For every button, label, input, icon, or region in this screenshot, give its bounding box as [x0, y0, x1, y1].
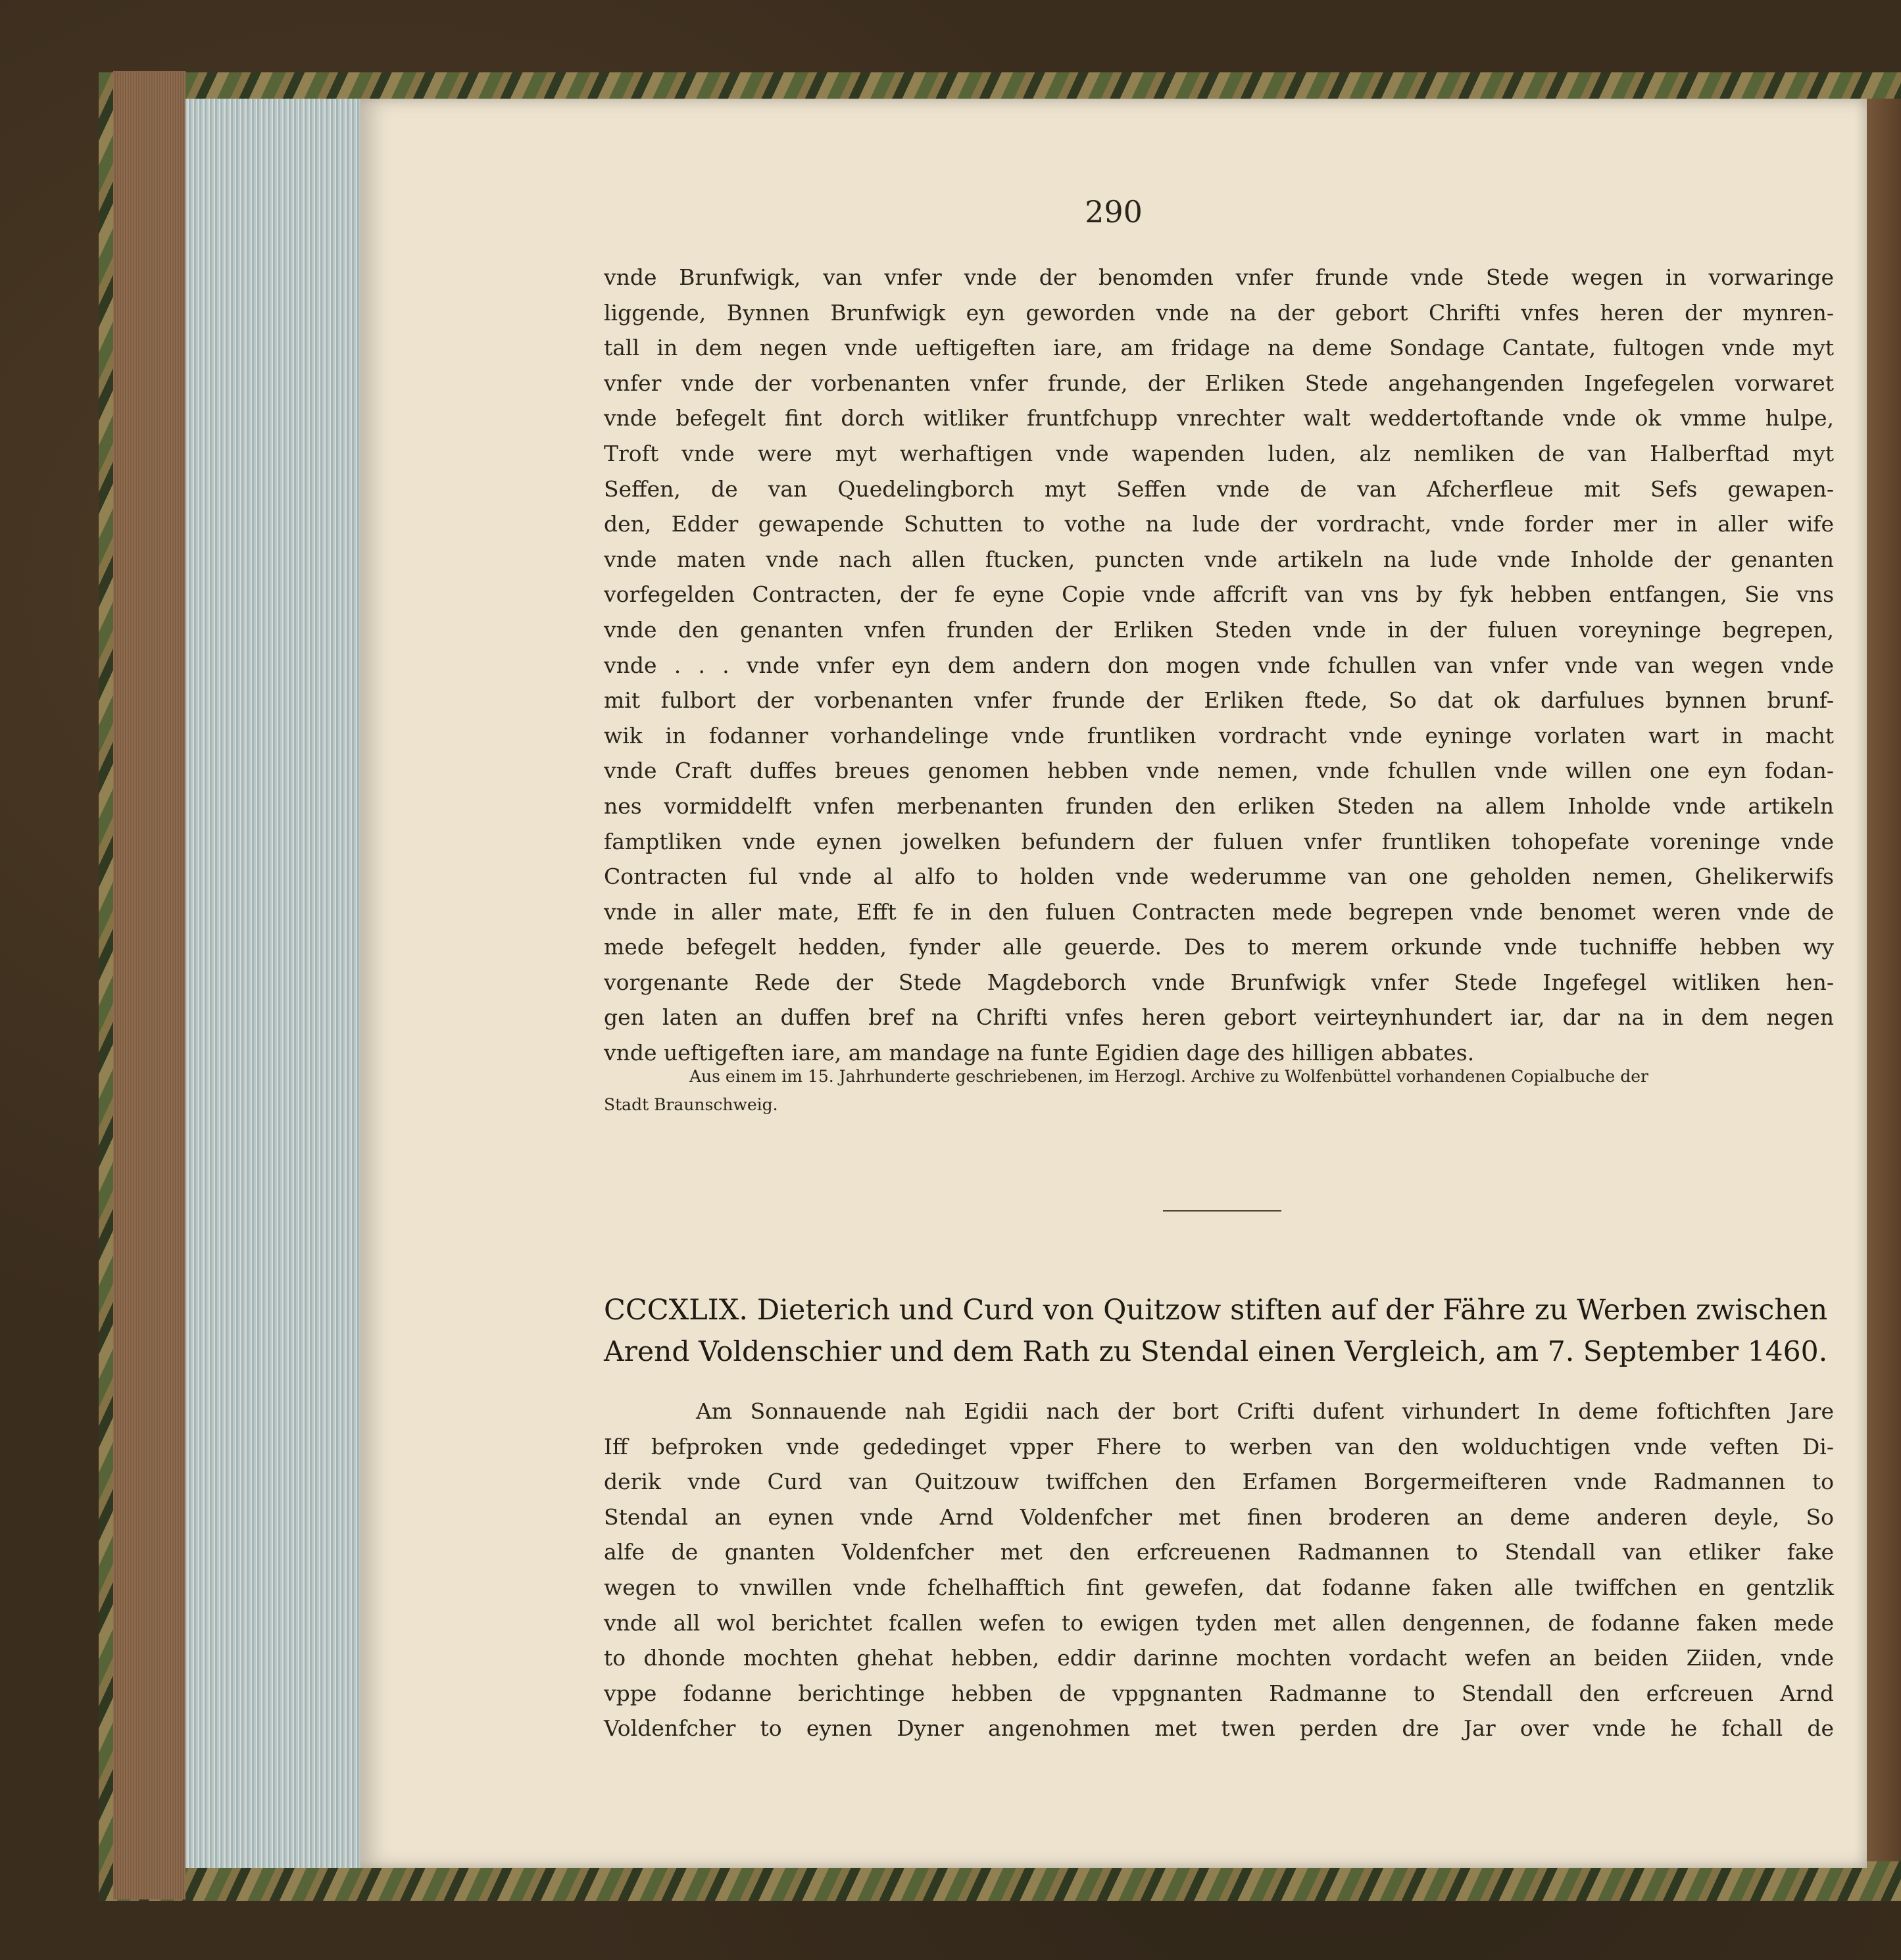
- text-line: gen laten an duffen bref na Chrifti vnfes heren gebort veirteynhundert iar, dar na in dem negen: [604, 1004, 1834, 1031]
- text-line: Am Sonnauende nah Egidii nach der bort Crifti dufent virhundert In deme foftichften Jare: [696, 1398, 1834, 1424]
- text-line: Voldenfcher to eynen Dyner angenohmen met twen perden dre Jar over vnde he fchall de: [604, 1715, 1834, 1742]
- source-line: Stadt Braunschweig.: [604, 1095, 778, 1114]
- text-line: vnde Brunfwigk, van vnfer vnde der benomden vnfer frunde vnde Stede wegen in vorwaringe: [604, 264, 1834, 290]
- text-line: vnde Craft duffes breues genomen hebben vnde nemen, vnde fchullen vnde willen one eyn fodan-: [604, 758, 1834, 784]
- text-line: wik in fodanner vorhandelinge vnde fruntliken vordracht vnde eyninge vorlaten wart in macht: [604, 722, 1834, 748]
- paragraph-2: [604, 1394, 1834, 1746]
- text-line: vnde in aller mate, Efft fe in den fuluen Contracten mede begrepen vnde benomet weren vnde de: [604, 898, 1834, 925]
- text-line: mit fulbort der vorbenanten vnfer frunde der Erliken ftede, So dat ok darfulues bynnen brunf-: [604, 687, 1834, 714]
- heading-line: CCCXLIX. Dieterich und Curd von Quitzow stiften auf der Fähre zu Werben zwischen: [604, 1294, 1828, 1327]
- right-cover: [1862, 99, 1901, 1861]
- text-line: vnde . . . vnde vnfer eyn dem andern don mogen vnde fchullen van vnfer vnde van wegen vnde: [604, 652, 1834, 678]
- text-line: vnfer vnde der vorbenanten vnfer frunde, der Erliken Stede angehangenden Ingefegelen vorwaret: [604, 370, 1834, 396]
- text-line: mede befegelt hedden, fynder alle geuerde. Des to merem orkunde vnde tuchniffe hebben wy: [604, 934, 1834, 960]
- text-line: vnde maten vnde nach allen ftucken, puncten vnde artikeln na lude vnde Inholde der genanten: [604, 546, 1834, 572]
- text-line: vnde befegelt fint dorch witliker fruntfchupp vnrechter walt weddertoftande vnde ok vmme hulpe,: [604, 405, 1834, 431]
- text-line: vnde den genanten vnfen frunden der Erliken Steden vnde in der fuluen voreyninge begrepen,: [604, 616, 1834, 643]
- text-line: Contracten ful vnde al alfo to holden vnde wederumme van one geholden nemen, Ghelikerwifs: [604, 864, 1834, 890]
- section-divider: [1163, 1210, 1281, 1212]
- text-line: Troft vnde were myt werhaftigen vnde wapenden luden, alz nemliken de van Halberftad myt: [604, 440, 1834, 466]
- text-line: Stendal an eynen vnde Arnd Voldenfcher met finen broderen an deme anderen deyle, So: [604, 1504, 1834, 1530]
- text-line: vppe fodanne berichtinge hebben de vppgnanten Radmanne to Stendall den erfcreuen Arnd: [604, 1680, 1834, 1706]
- heading-line: Arend Voldenschier und dem Rath zu Stendal einen Vergleich, am 7. September 1460.: [604, 1336, 1828, 1368]
- text-line: den, Edder gewapende Schutten to vothe na lude der vordracht, vnde forder mer in aller wife: [604, 511, 1834, 537]
- text-line: nes vormiddelft vnfen merbenanten frunden den erliken Steden na allem Inholde vnde artikeln: [604, 793, 1834, 819]
- text-line: Seffen, de van Quedelingborch myt Seffen vnde de van Afcherfleue mit Sefs gewapen-: [604, 476, 1834, 502]
- text-line: Iff befproken vnde gededinget vpper Fhere to werben van den wolduchtigen vnde veften Di-: [604, 1433, 1834, 1459]
- source-line: Aus einem im 15. Jahrhunderte geschriebenen, im Herzogl. Archive zu Wolfenbüttel vorhandenen Copialbuche der: [689, 1067, 1648, 1086]
- text-line: to dhonde mochten ghehat hebben, eddir darinne mochten vordacht wefen an beiden Ziiden, vnde: [604, 1645, 1834, 1671]
- text-line: famptliken vnde eynen jowelken befundern der fuluen vnfer fruntliken tohopefate voreninge vnde: [604, 828, 1834, 854]
- page-edges: [185, 99, 363, 1868]
- book-spine: [113, 71, 185, 1899]
- text-line: derik vnde Curd van Quitzouw twiffchen den Erfamen Borgermeifteren vnde Radmannen to: [604, 1469, 1834, 1495]
- text-line: wegen to vnwillen vnde fchelhafftich fint gewefen, dat fodanne faken alle twiffchen en gentzlik: [604, 1574, 1834, 1600]
- text-line: liggende, Bynnen Brunfwigk eyn geworden vnde na der gebort Chrifti vnfes heren der mynren-: [604, 299, 1834, 326]
- text-line: vorfegelden Contracten, der fe eyne Copie vnde affcrift van vns by fyk hebben entfangen, Sie vns: [604, 581, 1834, 608]
- text-line: alfe de gnanten Voldenfcher met den erfcreuenen Radmannen to Stendall van etliker fake: [604, 1539, 1834, 1565]
- document-heading: [604, 1289, 1834, 1373]
- paragraph-1: [604, 260, 1834, 1071]
- page-number: 290: [1085, 194, 1143, 230]
- text-line: vorgenante Rede der Stede Magdeborch vnde Brunfwigk vnfer Stede Ingefegel witliken hen-: [604, 969, 1834, 995]
- text-line: vnde ueftigeften iare, am mandage na funte Egidien dage des hilligen abbates.: [604, 1040, 1475, 1066]
- source-note: [604, 1062, 1834, 1119]
- book-page: [360, 99, 1867, 1868]
- text-line: tall in dem negen vnde ueftigeften iare, am fridage na deme Sondage Cantate, fultogen vnde myt: [604, 335, 1834, 361]
- text-line: vnde all wol berichtet fcallen wefen to ewigen tyden met allen dengennen, de fodanne faken mede: [604, 1609, 1834, 1636]
